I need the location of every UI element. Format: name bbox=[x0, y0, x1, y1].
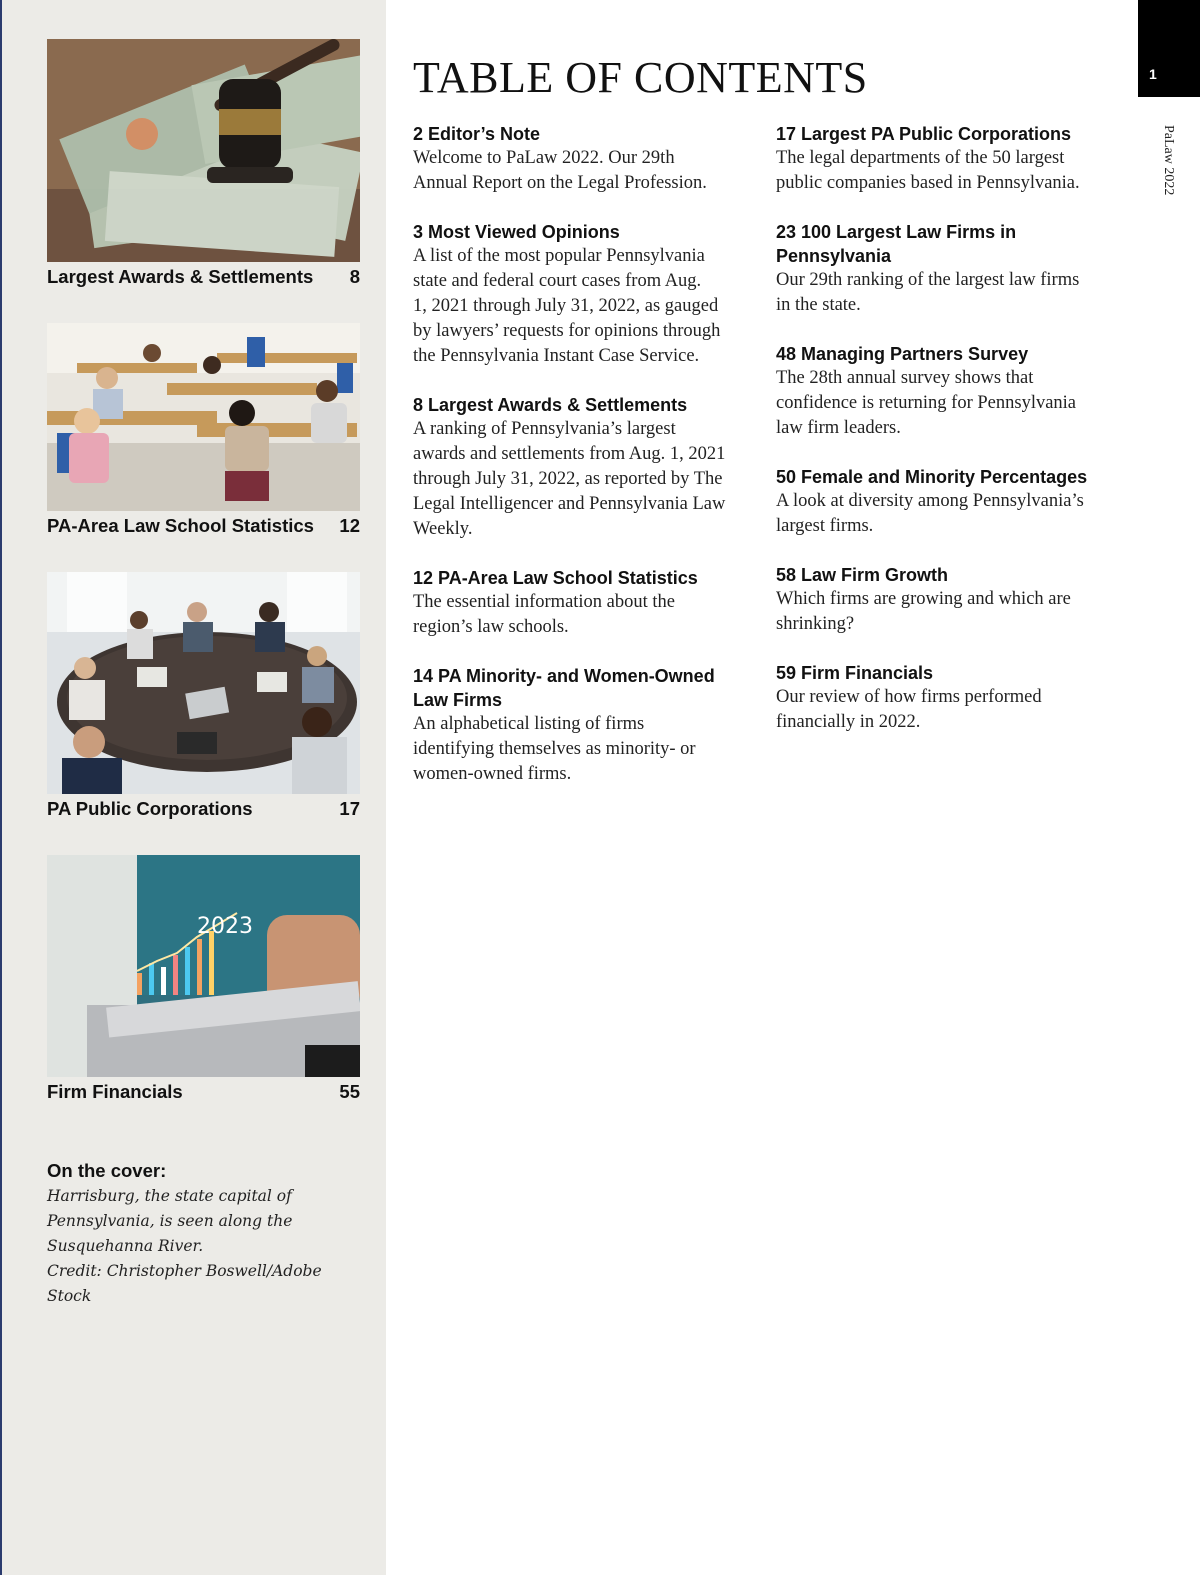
toc-entry-heading: Pennsylvania bbox=[776, 246, 892, 266]
toc-entry[interactable] bbox=[776, 661, 1121, 735]
toc-entry-description: Legal Intelligencer and Pennsylvania Law bbox=[413, 494, 726, 514]
toc-entry-description: confidence is returning for Pennsylvania bbox=[776, 393, 1077, 413]
cover-credit bbox=[47, 1160, 367, 1309]
toc-entry-description: Our 29th ranking of the largest law firms bbox=[776, 270, 1080, 290]
toc-entry-heading: Law Firms bbox=[413, 690, 503, 710]
toc-entry-heading: 50 Female and Minority Percentages bbox=[776, 467, 1088, 487]
feature-public-corporations[interactable] bbox=[47, 572, 360, 820]
feature-label: Firm Financials bbox=[47, 1081, 183, 1102]
page-number: 1 bbox=[1149, 66, 1157, 82]
toc-entry-description: state and federal court cases from Aug. bbox=[413, 271, 702, 291]
toc-entry-heading: 3 Most Viewed Opinions bbox=[413, 222, 620, 242]
toc-entry[interactable] bbox=[776, 220, 1121, 318]
toc-entry-description: A ranking of Pennsylvania’s largest bbox=[413, 419, 676, 439]
page-title: TABLE OF CONTENTS bbox=[413, 53, 868, 102]
toc-entry-description: awards and settlements from Aug. 1, 2021 bbox=[413, 444, 726, 464]
toc-entry-description: An alphabetical listing of firms bbox=[413, 714, 645, 734]
toc-entry-description: the Pennsylvania Instant Case Service. bbox=[413, 346, 700, 366]
toc-entry-description: The 28th annual survey shows that bbox=[776, 368, 1034, 388]
toc-entry-description: through July 31, 2022, as reported by The bbox=[413, 469, 723, 489]
toc-entry-heading: 48 Managing Partners Survey bbox=[776, 344, 1029, 364]
page-number-tab bbox=[1138, 0, 1200, 97]
toc-entry[interactable] bbox=[776, 342, 1121, 441]
feature-label: PA-Area Law School Statistics bbox=[47, 515, 314, 536]
toc-entry-description: financially in 2022. bbox=[776, 712, 921, 732]
cover-heading: On the cover: bbox=[47, 1160, 167, 1181]
toc-entry-description: by lawyers’ requests for opinions through bbox=[413, 321, 721, 341]
toc-column-left bbox=[413, 122, 755, 811]
toc-entry-heading: 12 PA-Area Law School Statistics bbox=[413, 568, 698, 588]
toc-entry-heading: 23 100 Largest Law Firms in bbox=[776, 222, 1017, 242]
feature-label: PA Public Corporations bbox=[47, 798, 253, 819]
feature-page: 12 bbox=[339, 515, 360, 536]
cover-line: Harrisburg, the state capital of bbox=[47, 1187, 292, 1205]
feature-page: 17 bbox=[339, 798, 360, 819]
edge-line bbox=[0, 0, 2, 1575]
toc-entry-description: A look at diversity among Pennsylvania’s bbox=[776, 491, 1084, 511]
toc-entry-description: The essential information about the bbox=[413, 592, 676, 612]
toc-entry-description: largest firms. bbox=[776, 516, 874, 536]
gavel-money-image bbox=[47, 39, 360, 262]
toc-entry[interactable] bbox=[776, 465, 1121, 539]
toc-entry-description: public companies based in Pennsylvania. bbox=[776, 173, 1080, 193]
boardroom-meeting-image bbox=[47, 572, 360, 794]
feature-firm-financials[interactable] bbox=[47, 855, 360, 1103]
toc-entry[interactable] bbox=[776, 563, 1121, 637]
toc-entry[interactable] bbox=[776, 122, 1121, 196]
feature-page: 8 bbox=[349, 266, 360, 287]
feature-page: 55 bbox=[339, 1081, 360, 1102]
toc-entry-description: women-owned firms. bbox=[413, 764, 572, 784]
toc-entry-description: identifying themselves as minority- or bbox=[413, 739, 696, 759]
toc-entry-description: shrinking? bbox=[776, 614, 855, 634]
toc-entry[interactable] bbox=[413, 393, 755, 542]
running-header: PaLaw 2022 bbox=[1161, 125, 1176, 196]
toc-entry-heading: 2 Editor’s Note bbox=[413, 124, 541, 144]
sidebar bbox=[0, 0, 386, 1575]
toc-entry-description: Weekly. bbox=[413, 519, 473, 539]
toc-entry-heading: 8 Largest Awards & Settlements bbox=[413, 395, 688, 415]
toc-entry-heading: 58 Law Firm Growth bbox=[776, 565, 949, 585]
students-exam-image bbox=[47, 323, 360, 511]
feature-law-school-statistics[interactable] bbox=[47, 323, 360, 537]
toc-entry-description: 1, 2021 through July 31, 2022, as gauged bbox=[413, 296, 719, 316]
laptop-growth-chart-image bbox=[47, 855, 360, 1077]
toc-entry[interactable] bbox=[413, 664, 755, 787]
toc-entry-description: Welcome to PaLaw 2022. Our 29th bbox=[413, 148, 675, 168]
toc-entry-description: The legal departments of the 50 largest bbox=[776, 148, 1065, 168]
toc-entry-description: A list of the most popular Pennsylvania bbox=[413, 246, 705, 266]
toc-column-right bbox=[776, 122, 1121, 759]
toc-entry-heading: 17 Largest PA Public Corporations bbox=[776, 124, 1072, 144]
cover-line: Susquehanna River. bbox=[47, 1237, 204, 1255]
toc-entry-description: region’s law schools. bbox=[413, 617, 569, 637]
toc-entry-description: Which firms are growing and which are bbox=[776, 589, 1071, 609]
cover-line: Credit: Christopher Boswell/Adobe Stock bbox=[47, 1262, 322, 1305]
toc-entry[interactable] bbox=[413, 566, 755, 640]
toc-entry[interactable] bbox=[413, 122, 755, 196]
feature-largest-awards[interactable] bbox=[47, 39, 360, 288]
toc-entry-description: law firm leaders. bbox=[776, 418, 901, 438]
feature-label: Largest Awards & Settlements bbox=[47, 266, 314, 287]
cover-line: Pennsylvania, is seen along the bbox=[47, 1212, 293, 1230]
toc-entry-description: Annual Report on the Legal Profession. bbox=[413, 173, 707, 193]
toc-entry-description: Our review of how firms performed bbox=[776, 687, 1042, 707]
image-year-text: 2023 bbox=[197, 914, 253, 939]
toc-entry-heading: 59 Firm Financials bbox=[776, 663, 934, 683]
toc-entry-heading: 14 PA Minority- and Women-Owned bbox=[413, 666, 715, 686]
toc-entry[interactable] bbox=[413, 220, 755, 369]
toc-entry-description: in the state. bbox=[776, 295, 861, 315]
